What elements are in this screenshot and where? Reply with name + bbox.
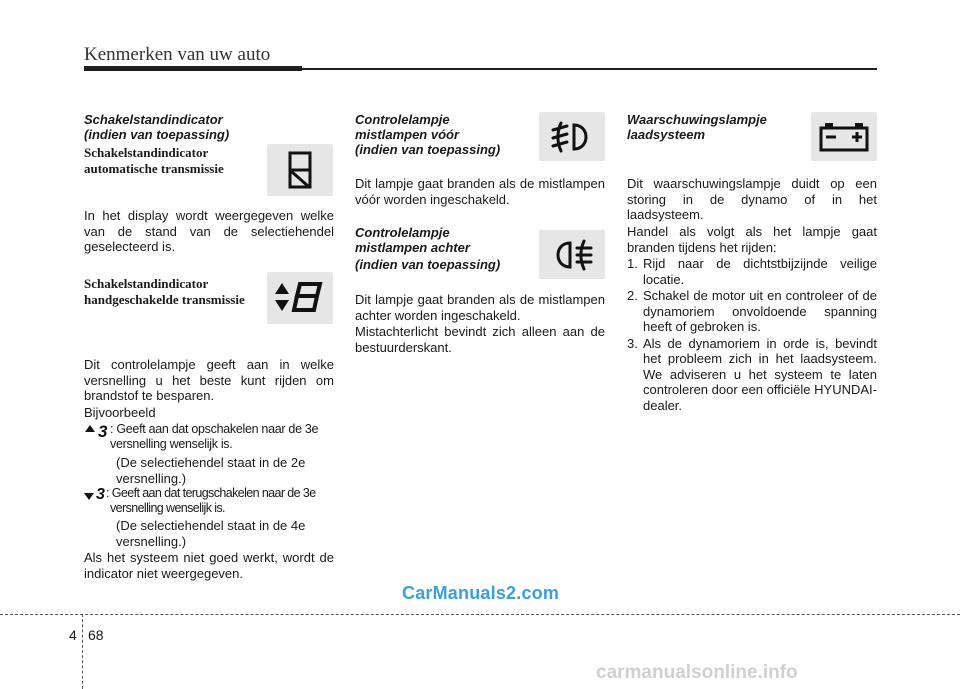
battery-charging-icon	[811, 112, 877, 161]
charging-warning-instruction: Handel als volgt als het lampje gaat branden tijdens het rijden:	[627, 224, 877, 255]
charging-warning-steps	[627, 256, 877, 413]
downshift-example-note: (De selectiehendel staat in de 4e versnelling.)	[116, 518, 306, 549]
chapter-number: 4	[69, 627, 77, 643]
auto-transmission-subtitle: Schakelstandindicator automatische transmissie	[84, 145, 224, 176]
watermark-site: carmanualsonline.info	[596, 662, 798, 683]
watermark-logo[interactable]: CarManuals2.com	[402, 583, 560, 603]
svg-text:3: 3	[96, 486, 105, 503]
gear-indicator-title: Schakelstandindicator (indien van toepassing)	[84, 112, 230, 142]
list-item: 3. Als de dynamoriem in orde is, bevindt het probleem zich in het laadsysteem. We adviseren u het systeem te laten controleren door een officiële HYUNDAI-dealer.	[627, 335, 877, 413]
rear-fog-driver-side-note: Mistachterlicht bevindt zich alleen aan de bestuurderskant.	[355, 324, 605, 355]
svg-text:3: 3	[98, 422, 108, 439]
indicator-failure-note: Als het systeem niet goed werkt, wordt de indicator niet weergegeven.	[84, 550, 334, 581]
downshift-example-text: : Geeft aan dat terugschakelen naar de 3e versnelling wenselijk is.	[106, 486, 316, 515]
upshift-example-text: : Geeft aan dat opschakelen naar de 3e versnelling wenselijk is.	[110, 422, 319, 451]
upshift-example-icon	[84, 421, 112, 439]
header-rule-thick	[84, 66, 302, 71]
front-fog-lamp-icon	[539, 112, 605, 161]
rear-fog-lamp-icon	[539, 230, 605, 279]
auto-transmission-description: In het display wordt weergegeven welke van de stand van de selectiehendel geselecteerd is.	[84, 208, 334, 254]
footer-divider	[0, 614, 960, 615]
charging-warning-title: Waarschuwingslampje laadsysteem	[627, 112, 767, 142]
upshift-example-note: (De selectiehendel staat in de 2e versnelling.)	[116, 455, 306, 486]
segment-display-icon	[267, 144, 333, 196]
manual-transmission-description: Dit controlelampje geeft aan in welke versnelling u het beste kunt rijden om brandstof te besparen.	[84, 357, 334, 403]
charging-warning-description: Dit waarschuwingslampje duidt op een storing in de dynamo of in het laadsysteem.	[627, 176, 877, 222]
list-item: 1. Rijd naar de dichtstbijzijnde veilige locatie.	[627, 256, 877, 287]
manual-transmission-subtitle: Schakelstandindicator handgeschakelde transmissie	[84, 276, 245, 307]
example-label: Bijvoorbeeld	[84, 405, 156, 420]
rear-fog-title: Controlelampje mistlampen achter (indien van toepassing)	[355, 225, 501, 272]
rear-fog-description: Dit lampje gaat branden als de mistlampen achter worden ingeschakeld.	[355, 292, 605, 323]
list-item: 2. Schakel de motor uit en controleer of de dynamoriem onvoldoende spanning heeft of gebroken is.	[627, 288, 877, 334]
front-fog-title: Controlelampje mistlampen vóór (indien van toepassing)	[355, 112, 501, 157]
gear-shift-indicator-icon	[267, 272, 333, 324]
page-header-title: Kenmerken van uw auto	[84, 44, 271, 65]
front-fog-description: Dit lampje gaat branden als de mistlampen vóór worden ingeschakeld.	[355, 176, 605, 207]
page-number: 68	[88, 627, 104, 643]
header-rule-thin	[302, 68, 877, 70]
footer-vertical-divider	[82, 614, 83, 689]
